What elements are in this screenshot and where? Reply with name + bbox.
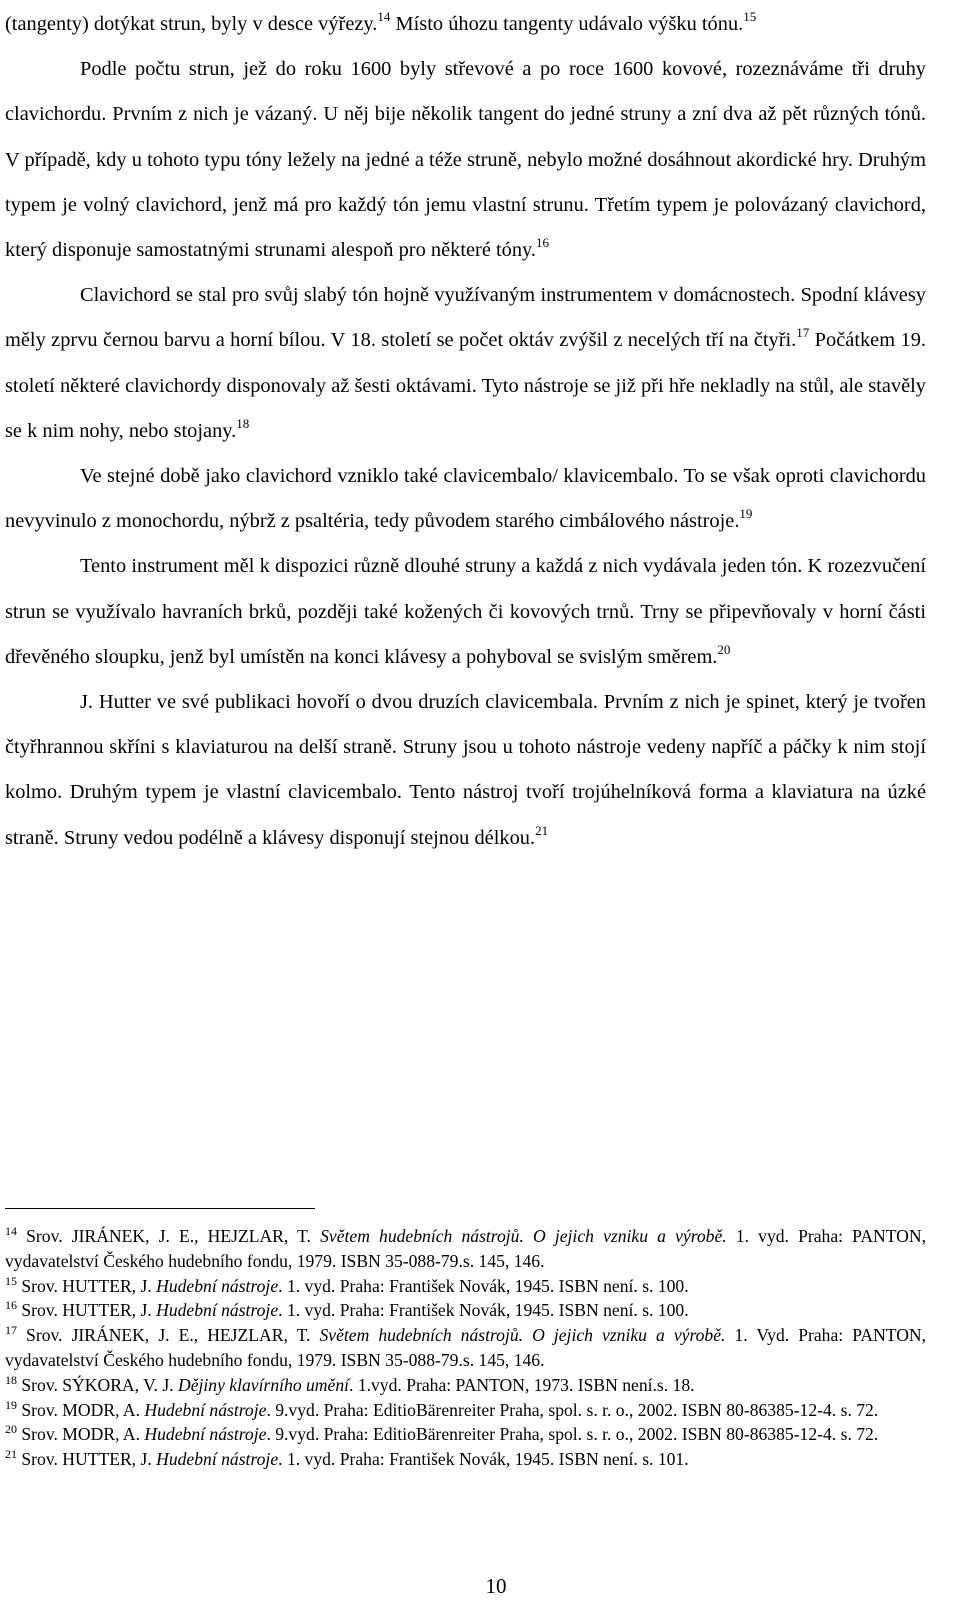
text-run: Clavichord se stal pro svůj slabý tón hojně využívaným instrumentem v domácnostech. Spodní klávesy měly zprvu černou barvu a horní bílou. V 18. století se počet oktáv zvýšil z necelých tří na čtyři. xyxy=(5,284,926,352)
book-title: Světem hudebních nástrojů. O jejich vzniku a výrobě. xyxy=(320,1226,727,1246)
text-run: Srov. HUTTER, J. xyxy=(17,1275,157,1296)
text-run: Místo úhozu tangenty udávalo výšku tónu. xyxy=(390,13,744,35)
footnote xyxy=(5,1373,926,1398)
text-run: . 9.vyd. Praha: EditioBärenreiter Praha, spol. s. r. o., 2002. ISBN 80-86385-12-4. s. 72. xyxy=(266,1424,879,1445)
text-run: . 1. vyd. Praha: František Novák, 1945. ISBN není. s. 100. xyxy=(278,1275,689,1296)
book-title: Světem hudebních nástrojů. O jejich vzniku a výrobě. xyxy=(319,1325,726,1346)
footnote-reference: 16 xyxy=(536,235,549,251)
book-title: Hudební nástroje xyxy=(144,1399,267,1420)
footnote-number: 15 xyxy=(5,1273,17,1288)
paragraph xyxy=(5,454,926,544)
footnote-reference: 17 xyxy=(796,325,810,341)
footnote xyxy=(5,1422,926,1447)
footnote-number: 16 xyxy=(5,1298,17,1313)
book-title: Hudební nástroje xyxy=(156,1300,279,1321)
footnotes-section xyxy=(5,1224,926,1472)
paragraph xyxy=(5,47,926,273)
text-run: Tento instrument měl k dispozici různě dlouhé struny a každá z nich vydávala jeden tón. K rozezvučení strun se využívalo havraních brků, později také kožených či kovových trnů. Trny se připevňovaly v horní části dřevěného sloupku, jenž byl umístěn na konci klávesy a pohyboval se svislým směrem. xyxy=(5,555,926,668)
footnote-number: 14 xyxy=(5,1224,17,1238)
book-title: Hudební nástroje xyxy=(156,1449,279,1470)
footnote xyxy=(5,1298,926,1323)
paragraph xyxy=(5,2,926,47)
paragraph xyxy=(5,544,926,680)
footnote-reference: 19 xyxy=(739,506,753,522)
text-run: . 1.vyd. Praha: PANTON, 1973. ISBN není.s. 18. xyxy=(349,1374,695,1395)
footnote-number: 21 xyxy=(5,1447,17,1462)
text-run: Srov. HUTTER, J. xyxy=(17,1449,157,1470)
paragraph xyxy=(5,273,926,454)
text-run: Počátkem 19. století některé clavichordy disponovaly až šesti oktávami. Tyto nástroje se již při hře nekladly na stůl, ale stavěly se k nim nohy, nebo stojany. xyxy=(5,329,926,442)
footnote xyxy=(5,1224,926,1274)
text-run: (tangenty) dotýkat strun, byly v desce výřezy. xyxy=(5,13,378,35)
text-run: Podle počtu strun, jež do roku 1600 byly střevové a po roce 1600 kovové, rozeznáváme tři druhy clavichordu. Prvním z nich je vázaný. U něj bije několik tangent do jedné struny a zní dva až pět různých tónů. V případě, kdy u tohoto typu tóny ležely na jedné a téže struně, nebylo možné dosáhnout akordické hry. Druhým typem je volný clavichord, jenž má pro každý tón jemu vlastní strunu. Třetím typem je polovázaný clavichord, který disponuje samostatnými strunami alespoň pro některé tóny. xyxy=(5,58,926,262)
text-run: Srov. JIRÁNEK, J. E., HEJZLAR, T. xyxy=(17,1325,320,1346)
text-run: Ve stejné době jako clavichord vzniklo také clavicembalo/ klavicembalo. To se však oproti clavichordu nevyvinulo z monochordu, nýbrž z psaltéria, tedy původem starého cimbálového nástroje. xyxy=(5,465,926,533)
footnote-reference: 21 xyxy=(535,822,549,838)
footnote-reference: 14 xyxy=(377,9,391,24)
footnote xyxy=(5,1447,926,1472)
text-run: Srov. SÝKORA, V. J. xyxy=(17,1374,178,1395)
body-text xyxy=(5,2,926,861)
text-run: . 1. vyd. Praha: František Novák, 1945. ISBN není. s. 101. xyxy=(278,1449,689,1470)
footnote xyxy=(5,1398,926,1423)
footnote xyxy=(5,1323,926,1373)
book-title: Hudební nástroje xyxy=(144,1424,267,1445)
book-title: Dějiny klavírního umění xyxy=(178,1374,350,1395)
footnote-reference: 18 xyxy=(236,415,250,431)
paragraph xyxy=(5,680,926,861)
text-run: Srov. MODR, A. xyxy=(17,1424,145,1445)
page-number: 10 xyxy=(485,1574,507,1598)
book-title: Hudební nástroje xyxy=(156,1275,279,1296)
footnote-number: 20 xyxy=(5,1422,17,1437)
footnote-reference: 15 xyxy=(743,9,757,24)
footnote xyxy=(5,1274,926,1299)
footnote-reference: 20 xyxy=(717,641,731,657)
text-run: . 1. vyd. Praha: František Novák, 1945. ISBN není. s. 100. xyxy=(278,1300,689,1321)
text-run: 1. Vyd. Praha: PANTON, vydavatelství Českého hudebního fondu, 1979. ISBN 35-088-79.s. 145, 146. xyxy=(5,1325,927,1370)
text-run: Srov. MODR, A. xyxy=(17,1399,145,1420)
text-run: J. Hutter ve své publikaci hovoří o dvou druzích clavicembala. Prvním z nich je spinet, který je tvořen čtyřhrannou skříni s klaviaturou na delší straně. Struny jsou u tohoto nástroje vedeny napříč a páčky k nim stojí kolmo. Druhým typem je vlastní clavicembalo. Tento nástroj tvoří trojúhelníková forma a klaviatura na úzké straně. Struny vedou podélně a klávesy disponují stejnou délkou. xyxy=(5,691,926,849)
text-run: Srov. HUTTER, J. xyxy=(17,1300,157,1321)
text-run: . 9.vyd. Praha: EditioBärenreiter Praha, spol. s. r. o., 2002. ISBN 80-86385-12-4. s. 72. xyxy=(266,1399,879,1420)
footnote-number: 19 xyxy=(5,1397,17,1412)
text-run: 1. vyd. Praha: PANTON, vydavatelství Českého hudebního fondu, 1979. ISBN 35-088-79.s. 145, 146. xyxy=(5,1226,926,1271)
footnote-separator xyxy=(5,1208,315,1209)
text-run: Srov. JIRÁNEK, J. E., HEJZLAR, T. xyxy=(17,1226,321,1246)
footnote-number: 18 xyxy=(5,1372,17,1387)
footnote-number: 17 xyxy=(5,1323,17,1338)
